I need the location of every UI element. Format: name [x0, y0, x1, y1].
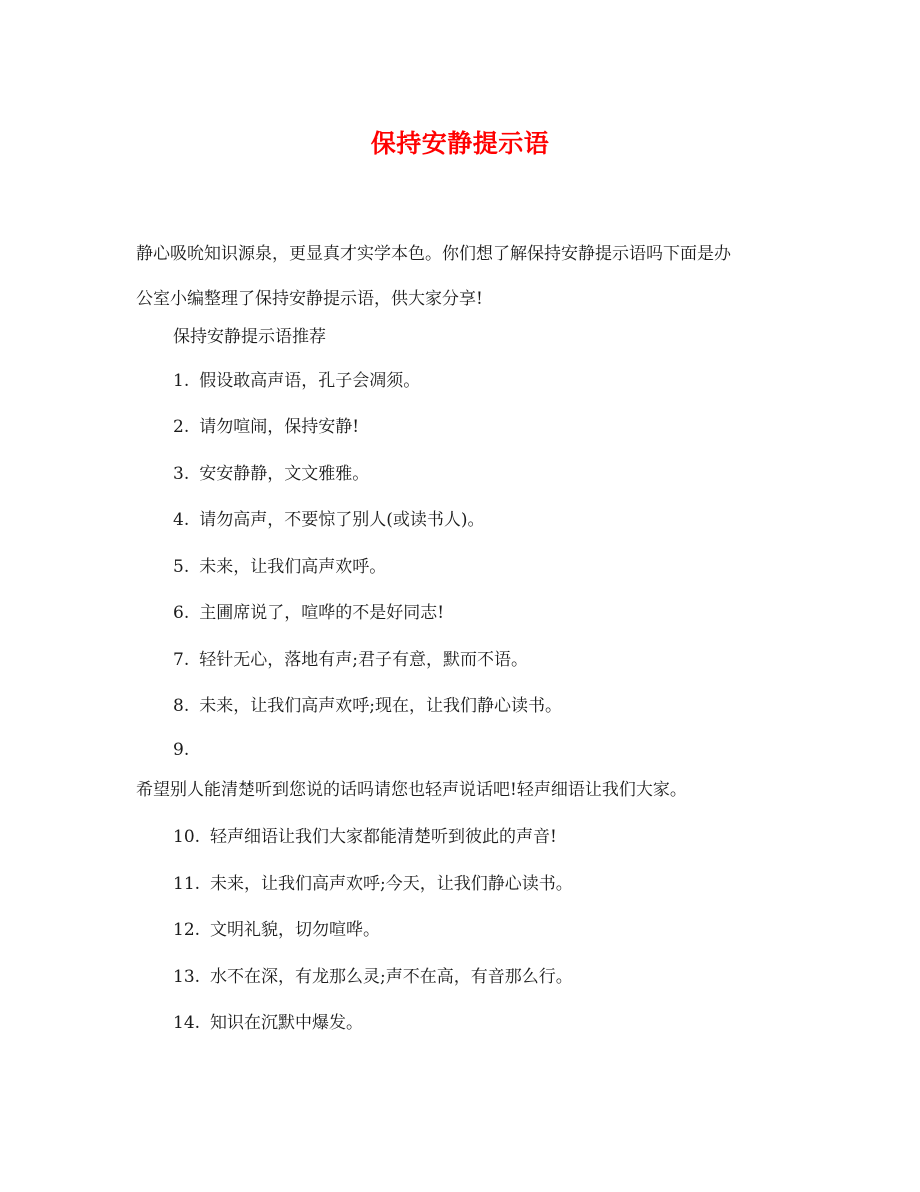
- list-item: [173, 462, 369, 486]
- list-item-text: 主圃席说了，喧哗的不是好同志!: [199, 603, 445, 623]
- list-item-text: 未来，让我们高声欢呼;现在，让我们静心读书。: [199, 696, 562, 716]
- list-item-number: 11.: [173, 874, 201, 894]
- list-item-number: 10.: [173, 827, 201, 847]
- list-item-text: 文明礼貌，切勿喧哗。: [210, 920, 381, 940]
- list-item-text: 假设敢高声语，孔子会凋须。: [199, 371, 421, 391]
- list-item-number: 2.: [173, 417, 190, 437]
- list-item-text: 轻声细语让我们大家都能清楚听到彼此的声音!: [210, 827, 557, 847]
- page-title: 保持安静提示语: [370, 129, 550, 158]
- list-item-text: 水不在深，有龙那么灵;声不在高，有音那么行。: [210, 967, 573, 987]
- list-item-text: 未来，让我们高声欢呼。: [199, 557, 387, 577]
- list-item-number: 14.: [173, 1013, 201, 1033]
- list-item-text: 未来，让我们高声欢呼;今天，让我们静心读书。: [210, 874, 573, 894]
- list-item-text: 请勿高声，不要惊了别人(或读书人)。: [199, 510, 485, 530]
- subheading: 保持安静提示语推荐: [173, 327, 326, 347]
- list-item: [173, 1011, 363, 1035]
- list-item-text: 知识在沉默中爆发。: [210, 1013, 364, 1033]
- list-item-number: 1.: [173, 371, 190, 391]
- list-item-number: 6.: [173, 603, 190, 623]
- list-item: [173, 555, 386, 579]
- list-item: [173, 918, 380, 942]
- list-item: [173, 965, 573, 989]
- list-item: [173, 825, 557, 849]
- list-item-number: 4.: [173, 510, 190, 530]
- intro-line-2: 公室小编整理了保持安静提示语，供大家分享!: [136, 289, 483, 309]
- list-item-number: 7.: [173, 650, 190, 670]
- list-item-number: 3.: [173, 464, 190, 484]
- list-item-text: 安安静静，文文雅雅。: [199, 464, 370, 484]
- list-item: [173, 415, 359, 439]
- list-item-number: 9.: [173, 740, 190, 760]
- list-item: [173, 508, 485, 532]
- list-item: [173, 694, 562, 718]
- list-item: [173, 738, 199, 762]
- list-item-text: 请勿喧闹，保持安静!: [199, 417, 360, 437]
- list-item: [173, 872, 573, 896]
- list-item: [173, 369, 420, 393]
- list-item-number: 5.: [173, 557, 190, 577]
- list-item-continuation: 希望别人能清楚听到您说的话吗请您也轻声说话吧!轻声细语让我们大家。: [136, 780, 687, 800]
- list-item-number: 8.: [173, 696, 190, 716]
- list-item: [173, 601, 444, 625]
- list-item-number: 13.: [173, 967, 201, 987]
- list-item: [173, 648, 528, 672]
- intro-line-1: 静心吸吮知识源泉，更显真才实学本色。你们想了解保持安静提示语吗下面是办: [136, 244, 731, 264]
- list-item-number: 12.: [173, 920, 201, 940]
- list-item-text: 轻针无心，落地有声;君子有意，默而不语。: [199, 650, 528, 670]
